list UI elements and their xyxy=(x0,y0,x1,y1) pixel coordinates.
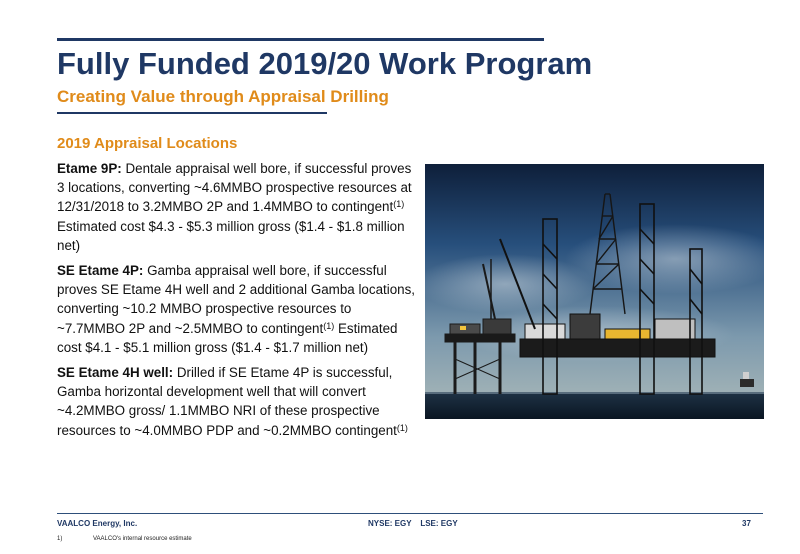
footnote-ref: (1) xyxy=(396,422,408,433)
footnote-text: VAALCO's internal resource estimate xyxy=(93,536,192,542)
bullet-text: Dentale appraisal well bore, if successful proves 3 locations, converting ~4.6MMBO prospective resources at 12/31/2018 to 3.2MMBO 2P and 1.4MMBO to contingent xyxy=(57,161,412,215)
bullet-lead: SE Etame 4H well: xyxy=(57,365,174,381)
bullet-text: Drilled if SE Etame 4P is successful, Gamba horizontal development well that will convert ~4.2MMBO gross/ 1.1MMBO NRI of these prospective resources to ~4.0MMBO PDP and ~0.2MMBO contingent xyxy=(57,365,397,438)
section-heading: 2019 Appraisal Locations xyxy=(57,135,238,152)
footer-company-name: VAALCO Energy, Inc. xyxy=(57,519,138,528)
footnote-number: 1) xyxy=(57,536,63,542)
subtitle-rule xyxy=(57,112,327,114)
bullet-se-etame-4h xyxy=(57,363,417,440)
bullet-etame-9p xyxy=(57,159,417,255)
slide-title: Fully Funded 2019/20 Work Program xyxy=(57,46,593,81)
bullet-text: Gamba appraisal well bore, if successful proves SE Etame 4H well and 2 additional Gamba locations, converting ~10.2 MMBO prospective resources to ~7.7MMBO 2P and ~2.5MMBO to contingent xyxy=(57,263,416,336)
title-top-rule xyxy=(57,38,544,41)
footnote-ref: (1) xyxy=(393,199,405,210)
footer-rule xyxy=(57,513,763,514)
slide-subtitle: Creating Value through Appraisal Drilling xyxy=(57,87,389,106)
footer-ticker: NYSE: EGY LSE: EGY xyxy=(368,519,458,528)
appraisal-locations-list xyxy=(57,159,417,446)
offshore-rig-photo xyxy=(425,164,764,419)
footnote xyxy=(57,536,192,542)
footnote-ref: (1) xyxy=(323,320,335,331)
bullet-lead: SE Etame 4P: xyxy=(57,263,144,279)
bullet-lead: Etame 9P: xyxy=(57,161,122,176)
bullet-se-etame-4p xyxy=(57,261,417,357)
bullet-text-cont: Estimated cost $4.1 - $5.1 million gross ($1.4 - $1.7 million net) xyxy=(57,320,398,355)
page-number: 37 xyxy=(742,519,751,528)
bullet-text-cont: Estimated cost $4.3 - $5.3 million gross ($1.4 - $1.8 million net) xyxy=(57,218,405,253)
